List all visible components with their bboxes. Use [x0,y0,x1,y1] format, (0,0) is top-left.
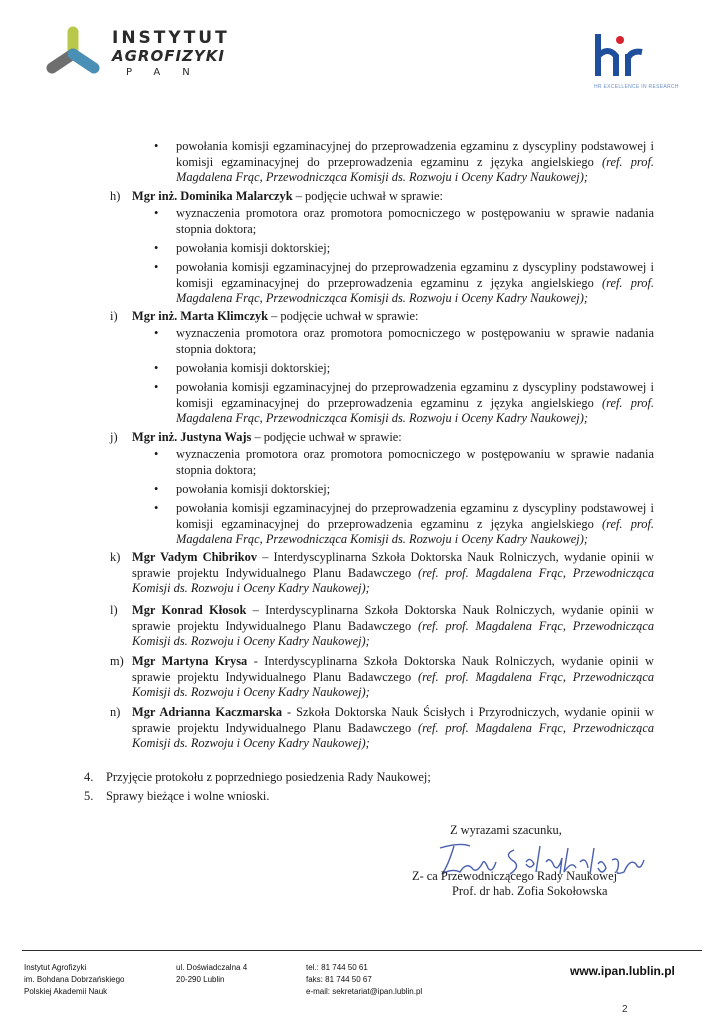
list-item [154,447,654,478]
footer-text: im. Bohdana Dobrzańskiego [24,975,125,984]
item-text: - Interdyscyplinarna Szkoła Doktorska Nauk Rolniczych, wydanie opinii w sprawie projektu Indywidualnego Planu Badawczego [132,654,654,684]
list-item [154,326,654,357]
page-number: 2 [622,1004,628,1015]
footer-fax: faks: 81 744 50 67 [306,975,372,984]
item-number: 4. [84,770,94,784]
person-name: Mgr Konrad Kłosok [132,603,247,617]
item-label: l) [110,603,118,617]
hr-caption: HR EXCELLENCE IN RESEARCH [594,84,679,90]
bullet-icon: • [154,447,159,461]
list-item [154,260,654,307]
item-text: – podjęcie uchwał w sprawie: [292,189,443,203]
numbered-item-5 [84,789,269,805]
footer-text: 20-290 Lublin [176,975,225,984]
website-link[interactable]: www.ipan.lublin.pl [570,964,675,978]
bullet-text: wyznaczenia promotora oraz promotora pomocniczego w postępowaniu w sprawie nadania stopnia doktora; [176,447,654,477]
signer-name: Prof. dr hab. Zofia Sokołowska [452,884,608,898]
bullet-icon: • [154,482,159,496]
list-item [154,206,654,237]
person-name: Mgr Vadym Chibrikov [132,550,258,564]
institute-logo [40,24,106,87]
list-item [154,501,654,548]
list-item [154,139,654,186]
logo-line-3: PAN [126,67,212,78]
person-name: Mgr inż. Justyna Wajs [132,430,252,444]
footer-address [176,962,247,986]
bullet-icon: • [154,206,159,220]
hr-excellence-logo [590,30,686,85]
bullet-text: powołania komisji egzaminacyjnej do przeprowadzenia egzaminu z dyscypliny podstawowej i komisji egzaminacyjnej do przeprowadzenia egzaminu z języka angielskiego [176,501,654,531]
footer-phone: tel.: 81 744 50 61 [306,963,368,972]
item-text: Sprawy bieżące i wolne wnioski. [106,789,270,803]
footer-institute [24,962,125,998]
footer-divider [22,950,702,951]
logo-line-1: INSTYTUT [112,28,230,48]
bullet-icon: • [154,260,159,274]
footer-text: Polskiej Akademii Nauk [24,987,108,996]
list-item [154,361,654,377]
bullet-icon: • [154,501,159,515]
bullet-text: powołania komisji doktorskiej; [176,241,331,255]
footer-email[interactable]: e-mail: sekretariat@ipan.lublin.pl [306,987,423,996]
bullet-text: powołania komisji doktorskiej; [176,361,331,375]
list-item [154,241,654,257]
item-text: – Interdyscyplinarna Szkoła Doktorska Nauk Rolniczych, wydanie opinii w sprawie projektu Indywidualnego Planu Badawczego [132,603,655,633]
footer-text: Instytut Agrofizyki [24,963,87,972]
numbered-item-4 [84,770,431,786]
ref-text: (ref. prof. Magdalena Frąc, Przewodnicząca Komisji ds. Rozwoju i Oceny Kadry Naukowej); [176,275,654,306]
letterhead [0,0,724,110]
ref-text: (ref. prof. Magdalena Frąc, Przewodnicząca Komisji ds. Rozwoju i Oceny Kadry Naukowej); [132,618,655,649]
item-label: h) [110,189,121,203]
footer-contact [306,962,422,998]
person-name: Mgr Martyna Krysa [132,654,248,668]
bullet-icon: • [154,139,159,153]
item-text: – podjęcie uchwał w sprawie: [251,430,402,444]
footer-text: ul. Doświadczalna 4 [176,963,248,972]
bullet-icon: • [154,380,159,394]
item-label: n) [110,705,121,719]
bullet-icon: • [154,361,159,375]
item-text: – podjęcie uchwał w sprawie: [268,309,419,323]
ref-text: (ref. prof. Magdalena Frąc, Przewodnicząca Komisji ds. Rozwoju i Oceny Kadry Naukowej); [132,720,655,751]
logo-line-2: AGROFIZYKI [112,47,225,65]
closing-greeting: Z wyrazami szacunku, [450,823,562,837]
bullet-icon: • [154,326,159,340]
list-item [154,380,654,427]
item-number: 5. [84,789,94,803]
item-text: - Szkoła Doktorska Nauk Ścisłych i Przyrodniczych, wydanie opinii w sprawie projektu Indywidualnego Planu Badawczego [132,705,655,735]
institute-name [112,30,230,81]
bullet-text: wyznaczenia promotora oraz promotora pomocniczego w postępowaniu w sprawie nadania stopnia doktora; [176,326,654,356]
ref-text: (ref. prof. Magdalena Frąc, Przewodnicząca Komisji ds. Rozwoju i Oceny Kadry Naukowej); [176,154,654,185]
bullet-text: powołania komisji egzaminacyjnej do przeprowadzenia egzaminu z dyscypliny podstawowej i komisji egzaminacyjnej do przeprowadzenia egzaminu z języka angielskiego [176,380,654,410]
person-name: Mgr inż. Marta Klimczyk [132,309,269,323]
bullet-text: wyznaczenia promotora oraz promotora pomocniczego w postępowaniu w sprawie nadania stopnia doktora; [176,206,654,236]
person-name: Mgr Adrianna Kaczmarska [132,705,283,719]
item-label: j) [110,430,118,444]
ref-text: (ref. prof. Magdalena Frąc, Przewodnicząca Komisji ds. Rozwoju i Oceny Kadry Naukowej); [176,516,654,547]
list-item [154,482,654,498]
item-label: k) [110,550,121,564]
signer-role: Z- ca Przewodniczącego Rady Naukowej [412,869,618,883]
item-text: Przyjęcie protokołu z poprzedniego posiedzenia Rady Naukowej; [106,770,431,784]
bullet-text: powołania komisji doktorskiej; [176,482,331,496]
ref-text: (ref. prof. Magdalena Frąc, Przewodnicząca Komisji ds. Rozwoju i Oceny Kadry Naukowej); [132,565,655,596]
ref-text: (ref. prof. Magdalena Frąc, Przewodnicząca Komisji ds. Rozwoju i Oceny Kadry Naukowej); [132,669,655,700]
person-name: Mgr inż. Dominika Malarczyk [132,189,293,203]
item-label: i) [110,309,118,323]
bullet-icon: • [154,241,159,255]
item-label: m) [110,654,124,668]
bullet-text: powołania komisji egzaminacyjnej do przeprowadzenia egzaminu z dyscypliny podstawowej i komisji egzaminacyjnej do przeprowadzenia egzaminu z języka angielskiego [176,260,654,290]
bullet-text: powołania komisji egzaminacyjnej do przeprowadzenia egzaminu z dyscypliny podstawowej i komisji egzaminacyjnej do przeprowadzenia egzaminu z języka angielskiego [176,139,654,169]
item-text: – Interdyscyplinarna Szkoła Doktorska Nauk Rolniczych, wydanie opinii w sprawie projektu Indywidualnego Planu Badawczego [132,550,654,580]
ref-text: (ref. prof. Magdalena Frąc, Przewodnicząca Komisji ds. Rozwoju i Oceny Kadry Naukowej); [176,395,654,426]
